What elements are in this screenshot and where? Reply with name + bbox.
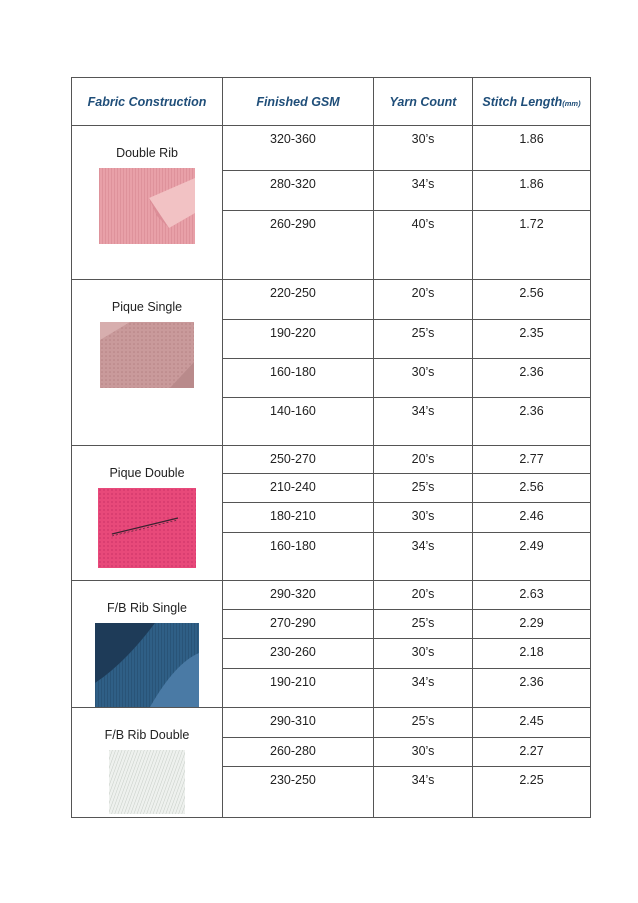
double-rib-swatch-image: [99, 168, 195, 244]
gsm-value: 320-360: [270, 132, 316, 146]
yarn-value: 34’s: [411, 675, 435, 690]
fabric-cell-double-rib: [72, 126, 223, 280]
fabric-name: F/B Rib Single: [107, 601, 187, 615]
header-row: [72, 78, 591, 126]
yarn-value: 20’s: [411, 587, 435, 601]
stitch-value: 1.86: [519, 132, 544, 146]
yarn-value: 34’s: [411, 177, 435, 191]
table-row: [72, 581, 591, 610]
stitch-value: 2.18: [519, 645, 544, 660]
fabric-cell-fb-rib-single: [72, 581, 223, 708]
gsm-value: 230-250: [270, 773, 316, 787]
gsm-value: 230-260: [270, 645, 316, 660]
yarn-value: 25’s: [411, 326, 435, 340]
gsm-value: 220-250: [270, 286, 316, 300]
header-fabric-construction: Fabric Construction: [72, 78, 223, 126]
gsm-value: 210-240: [270, 480, 316, 494]
stitch-value: 2.35: [519, 326, 544, 340]
gsm-value: 290-320: [270, 587, 316, 601]
stitch-value: 2.46: [519, 509, 544, 523]
fabric-cell-pique-single: [72, 280, 223, 446]
yarn-value: 25’s: [411, 615, 435, 630]
stitch-value: 2.63: [519, 587, 544, 601]
gsm-value: 260-280: [270, 744, 316, 758]
stitch-value: 2.36: [519, 365, 544, 379]
yarn-value: 30’s: [411, 744, 435, 758]
stitch-value: 2.29: [519, 615, 544, 630]
yarn-value: 20’s: [411, 452, 435, 466]
gsm-value: 190-220: [270, 326, 316, 340]
stitch-value: 1.86: [519, 177, 544, 191]
gsm-value: 160-180: [270, 539, 316, 553]
yarn-value: 25’s: [411, 480, 435, 494]
gsm-value: 260-290: [270, 217, 316, 231]
fabric-name: F/B Rib Double: [104, 728, 190, 742]
yarn-value: 30’s: [411, 132, 435, 146]
pique-single-swatch-image: [100, 322, 194, 388]
yarn-value: 34’s: [411, 539, 435, 553]
yarn-value: 20’s: [411, 286, 435, 300]
gsm-value: 270-290: [270, 615, 316, 630]
yarn-value: 34’s: [411, 404, 435, 418]
fabric-spec-table: [71, 77, 591, 818]
gsm-value: 190-210: [270, 675, 316, 690]
header-stitch-label: Stitch Length: [482, 94, 563, 109]
stitch-value: 2.36: [519, 675, 544, 690]
yarn-value: 30’s: [411, 645, 435, 660]
header-yarn-count: Yarn Count: [374, 78, 473, 126]
fabric-cell-pique-double: [72, 446, 223, 581]
gsm-value: 250-270: [270, 452, 316, 466]
header-stitch-unit: (mm): [562, 98, 581, 108]
yarn-value: 34’s: [411, 773, 435, 787]
gsm-value: 280-320: [270, 177, 316, 191]
yarn-value: 30’s: [411, 365, 435, 379]
gsm-value: 140-160: [270, 404, 316, 418]
stitch-value: 2.77: [519, 452, 544, 466]
gsm-value: 180-210: [270, 509, 316, 523]
fb-rib-single-swatch-image: [95, 623, 199, 707]
fabric-name: Double Rib: [116, 146, 178, 160]
stitch-value: 1.72: [519, 217, 544, 231]
table-row: [72, 280, 591, 320]
pique-double-swatch-image: [98, 488, 196, 568]
stitch-value: 2.36: [519, 404, 544, 418]
gsm-value: 290-310: [270, 714, 316, 728]
stitch-value: 2.25: [519, 773, 544, 787]
stitch-value: 2.49: [519, 539, 544, 553]
header-stitch-length: [473, 78, 591, 126]
stitch-value: 2.27: [519, 744, 544, 758]
gsm-value: 160-180: [270, 365, 316, 379]
fb-rib-double-swatch-image: [109, 750, 185, 814]
stitch-value: 2.45: [519, 714, 544, 728]
fabric-name: Pique Single: [111, 300, 183, 314]
table-row: [72, 126, 591, 171]
header-finished-gsm: Finished GSM: [223, 78, 374, 126]
yarn-value: 40’s: [411, 217, 435, 231]
table-row: [72, 708, 591, 738]
yarn-value: 25’s: [411, 714, 435, 728]
fabric-cell-fb-rib-double: [72, 708, 223, 818]
yarn-value: 30’s: [411, 509, 435, 523]
stitch-value: 2.56: [519, 480, 544, 494]
fabric-name: Pique Double: [109, 466, 185, 480]
stitch-value: 2.56: [519, 286, 544, 300]
table-row: [72, 446, 591, 474]
